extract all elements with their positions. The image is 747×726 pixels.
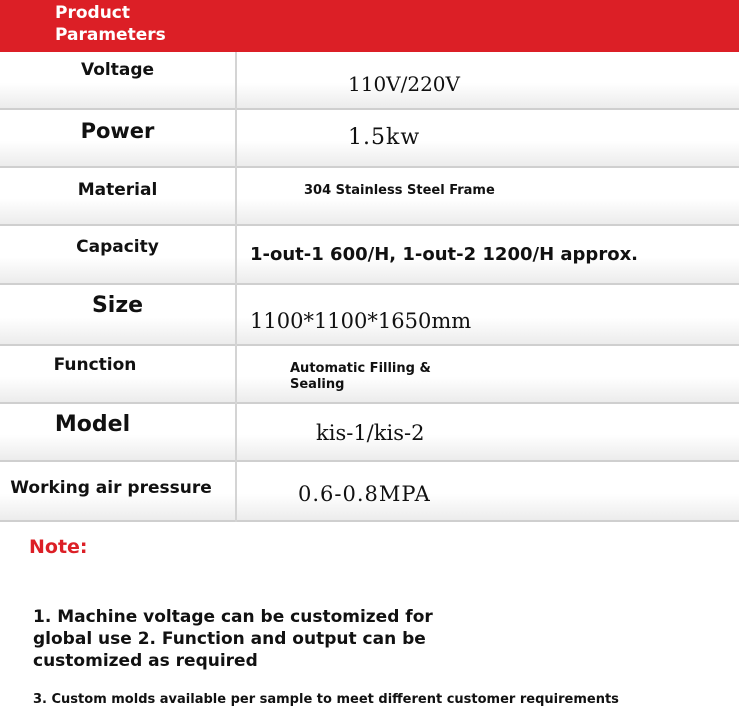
param-label: Power [80, 119, 155, 143]
param-label: Voltage [80, 60, 155, 80]
param-label: Material [77, 180, 158, 200]
param-label: Function [53, 355, 137, 375]
param-value: 110V/220V [348, 72, 460, 96]
param-value-line2: Sealing [290, 377, 345, 392]
column-divider [235, 52, 237, 522]
param-value-line1: Automatic Filling & [290, 361, 431, 376]
table-row [0, 462, 739, 522]
param-label: Working air pressure [10, 478, 212, 498]
note-text-3: 3. Custom molds available per sample to meet different customer requirements [33, 692, 619, 707]
param-value: 304 Stainless Steel Frame [304, 183, 495, 198]
note-title: Note: [29, 536, 88, 558]
table-row [0, 52, 739, 110]
param-value: 1100*1100*1650mm [250, 309, 472, 333]
product-parameters-header [0, 0, 739, 52]
parameters-table [0, 52, 739, 522]
param-label: Model [54, 412, 131, 437]
param-label: Capacity [76, 237, 159, 257]
table-row [0, 285, 739, 346]
table-row [0, 346, 739, 404]
table-row [0, 110, 739, 168]
table-row [0, 168, 739, 226]
param-value: 1-out-1 600/H, 1-out-2 1200/H approx. [250, 244, 639, 265]
param-value: 0.6-0.8MPA [298, 482, 431, 506]
table-row [0, 226, 739, 285]
note-text: 1. Machine voltage can be customized for global use 2. Function and output can be customized as required [33, 607, 433, 671]
param-value: 1.5kw [348, 125, 421, 150]
header-title: Product Parameters [55, 3, 166, 45]
param-value: kis-1/kis-2 [316, 421, 425, 445]
param-label: Size [91, 293, 144, 318]
table-row [0, 404, 739, 462]
